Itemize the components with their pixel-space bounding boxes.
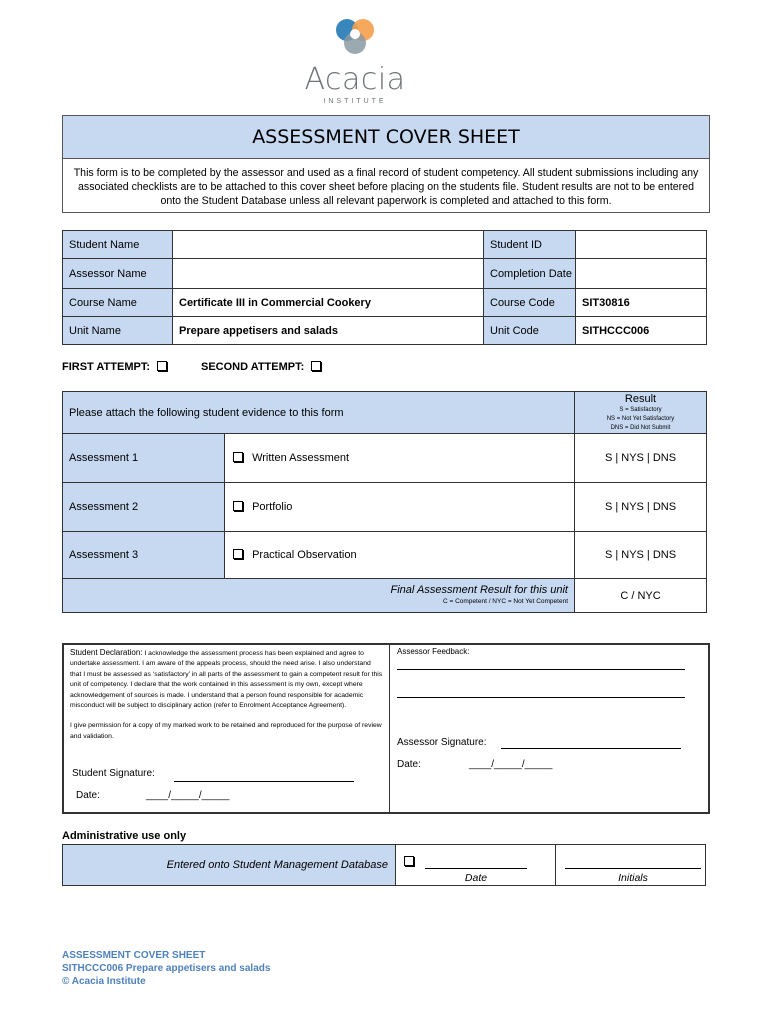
student-declaration — [64, 645, 390, 812]
admin-date-line[interactable] — [425, 857, 527, 869]
first-attempt-label: FIRST ATTEMPT: — [62, 361, 150, 373]
course-code-value: SIT30816 — [576, 289, 707, 317]
assessment-1-result[interactable]: S | NYS | DNS — [575, 434, 707, 483]
title-box — [62, 115, 710, 213]
result-key-dns: DNS = Did Not Submit — [610, 424, 671, 431]
student-signature-line[interactable] — [174, 769, 354, 782]
assessment-1-label: Assessment 1 — [63, 434, 225, 483]
student-date-field[interactable]: ____/_____/_____ — [146, 790, 230, 801]
assessor-feedback-line-1[interactable] — [397, 669, 685, 670]
assessor-date-label: Date: — [397, 759, 421, 770]
final-result-value[interactable]: C / NYC — [575, 579, 707, 613]
assessment-3-item-label: Practical Observation — [252, 549, 357, 561]
first-attempt — [62, 361, 167, 373]
final-result-label-cell — [63, 579, 575, 613]
assessor-section — [391, 645, 708, 812]
evidence-header: Please attach the following student evidence to this form — [63, 392, 575, 434]
result-title: Result — [624, 392, 657, 405]
acacia-logo — [300, 14, 410, 104]
footer-title: ASSESSMENT COVER SHEET — [62, 950, 206, 961]
final-result-key: C = Competent / NYC = Not Yet Competent — [442, 597, 568, 605]
assessment-1-item — [225, 434, 575, 483]
course-code-label: Course Code — [484, 289, 576, 317]
student-id-label: Student ID — [484, 231, 576, 259]
assessment-3-checkbox-icon[interactable] — [233, 549, 243, 559]
admin-entered-label: Entered onto Student Management Database — [63, 845, 396, 885]
assessment-2-item — [225, 483, 575, 532]
final-result-label: Final Assessment Result for this unit — [390, 583, 568, 596]
declaration-box — [62, 643, 710, 814]
course-name-value: Certificate III in Commercial Cookery — [173, 289, 484, 317]
footer-unit: SITHCCC006 Prepare appetisers and salads — [62, 963, 271, 974]
assessment-3-result[interactable]: S | NYS | DNS — [575, 532, 707, 579]
assessment-2-checkbox-icon[interactable] — [233, 501, 243, 511]
assessor-feedback-label: Assessor Feedback: — [397, 647, 470, 656]
assessment-1-checkbox-icon[interactable] — [233, 452, 243, 462]
assessment-1-item-label: Written Assessment — [252, 452, 350, 464]
assessor-name-label: Assessor Name — [63, 259, 173, 289]
unit-name-value: Prepare appetisers and salads — [173, 317, 484, 345]
declaration-text: I acknowledge the assessment process has been explained and agree to undertake assessment. I am aware of the appeals process, should the need arise. I also understand that I must be assessed as ‘satisfactory’ in all parts of the assessment to gain a competent result for this unit of competency. I declare that the work contained in this assessment is my own, except where acknowledgement of sources is made. I understand that a person found responsible for academic misconduct will be subject to disciplinary action (refer to Enrolment Acceptance Agreement). — [70, 650, 383, 710]
student-name-field[interactable] — [173, 231, 484, 259]
student-id-field[interactable] — [576, 231, 707, 259]
footer-copyright: © Acacia Institute — [62, 976, 146, 987]
second-attempt — [201, 361, 321, 373]
admin-checkbox-icon[interactable] — [404, 856, 414, 866]
assessment-3-label: Assessment 3 — [63, 532, 225, 579]
admin-date-label: Date — [464, 872, 488, 884]
admin-title: Administrative use only — [62, 830, 187, 842]
assessor-signature-line[interactable] — [501, 737, 681, 749]
admin-divider — [555, 845, 556, 885]
assessment-3-item — [225, 532, 575, 579]
completion-date-field[interactable] — [576, 259, 707, 289]
completion-date-label: Completion Date — [484, 259, 576, 289]
evidence-table — [62, 391, 707, 613]
admin-initials-line[interactable] — [565, 857, 701, 869]
student-details-table — [62, 230, 707, 345]
course-name-label: Course Name — [63, 289, 173, 317]
declaration-permission: I give permission for a copy of my marked work to be retained and reproduced for the purpose of review and validation. — [70, 722, 382, 740]
second-attempt-label: SECOND ATTEMPT: — [201, 361, 305, 373]
intro-text: This form is to be completed by the assessor and used as a final record of student competency. All student submissions including any associated checklists are to be attached to this cover sheet before placing on the students file. Student results are not to be entered onto the Student Database unless all relevant paperwork is completed and attached to this form. — [73, 167, 699, 207]
student-date-label: Date: — [76, 790, 100, 801]
assessor-feedback-line-2[interactable] — [397, 697, 685, 698]
result-key-ns: NS = Not Yet Satisfactory — [606, 415, 675, 422]
assessor-date-field[interactable]: ____/_____/_____ — [469, 759, 553, 770]
footer — [62, 949, 270, 988]
assessor-name-field[interactable] — [173, 259, 484, 289]
result-key-s: S = Satisfactory — [619, 406, 662, 413]
assessment-2-label: Assessment 2 — [63, 483, 225, 532]
result-header — [575, 392, 707, 434]
admin-box — [62, 844, 706, 886]
assessment-2-result[interactable]: S | NYS | DNS — [575, 483, 707, 532]
first-attempt-checkbox-icon[interactable] — [157, 361, 167, 371]
second-attempt-checkbox-icon[interactable] — [311, 361, 321, 371]
unit-code-label: Unit Code — [484, 317, 576, 345]
page-title: ASSESSMENT COVER SHEET — [63, 116, 709, 159]
assessment-2-item-label: Portfolio — [252, 501, 293, 513]
student-signature-label: Student Signature: — [72, 768, 155, 779]
logo-subtitle: INSTITUTE — [323, 98, 387, 105]
declaration-heading: Student Declaration: — [70, 648, 143, 657]
acacia-logo-icon — [300, 14, 410, 62]
admin-initials-label: Initials — [618, 872, 648, 884]
logo-name: Acacia — [304, 62, 406, 97]
student-name-label: Student Name — [63, 231, 173, 259]
assessor-signature-label: Assessor Signature: — [397, 737, 487, 748]
unit-code-value: SITHCCC006 — [576, 317, 707, 345]
unit-name-label: Unit Name — [63, 317, 173, 345]
